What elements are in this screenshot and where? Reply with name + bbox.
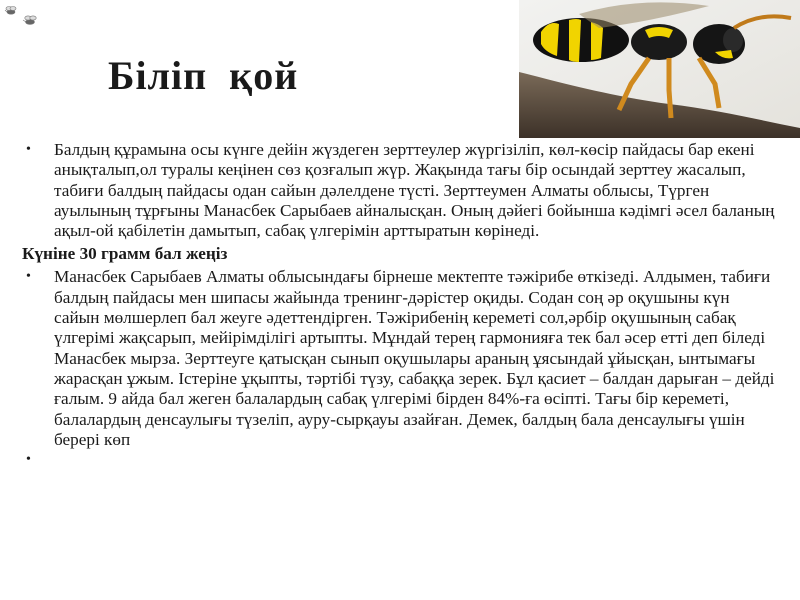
- subheading: Күніне 30 грамм бал жеңіз: [22, 244, 228, 264]
- bullet-marker: •: [26, 142, 31, 157]
- bee-icon: [5, 7, 16, 15]
- bee-icon: [23, 16, 36, 25]
- bullet-marker: •: [26, 452, 31, 468]
- bee-icons: [2, 2, 42, 32]
- bullet-text: Балдың құрамына осы күнге дейін жүздеген зерттеулер жүргізіліп, көл-көсір пайдасы бар екені анықталып,ол туралы кеңінен сөз қозғалып жүр. Жақында тағы бір осындай зерттеу жасалып, табиғи балдың пайдасы одан сайын дәлелдене түсті. Зерттеумен Алматы облысы, Түрген ауылының тұрғыны Манасбек Сарыбаев айналысқан. Оның дәйегі бойынша кәдімгі әсел баланың ақыл-ой қабілетін дамытып, сабақ үлгерімін арттыратын көрінеді.: [54, 140, 775, 241]
- bullet-item-empty: [18, 450, 778, 474]
- slide-title: Біліп қой: [108, 53, 299, 98]
- bullet-marker: •: [26, 269, 31, 285]
- wasp-photo: [519, 0, 800, 138]
- bullet-text: Манасбек Сарыбаев Алматы облысындағы бірнеше мектепте тәжірибе өткізеді. Алдымен, табиғи балдың пайдасы мен шипасы жайында тренинг-дәрістер оқиды. Содан соң әр оқушыны күн сайын мөлшерлеп бал жеуге әдеттендірген. Тәжірибенің кереметі сол,әрбір оқушының сабақ үлгерімі жақсарып, мейірімділігі артыпты. Мұндай терең гармонияға тек бал әсер етті деп біледі Манасбек мырза. Зерттеуге қатысқан сынып оқушылары араның ұясындай ұйысқан, ынтымағы жарасқан ұжым. Істеріне ұқыпты, тәртібі түзу, сабаққа зерек. Бұл қасиет – балдан дарыған – дейді ғалым. 9 айда бал жеген балалардың сабақ үлгерімі бірден 84%-ға өсіпті. Тағы бір кереметі, балалардың денсаулығы түзеліп, ауру-сырқауы азайған. Демек, балдың бала денсаулығы үшін берері көп: [54, 267, 775, 449]
- bullet-item: [18, 267, 778, 450]
- slide-body: [18, 140, 778, 474]
- bullet-item: [18, 140, 778, 241]
